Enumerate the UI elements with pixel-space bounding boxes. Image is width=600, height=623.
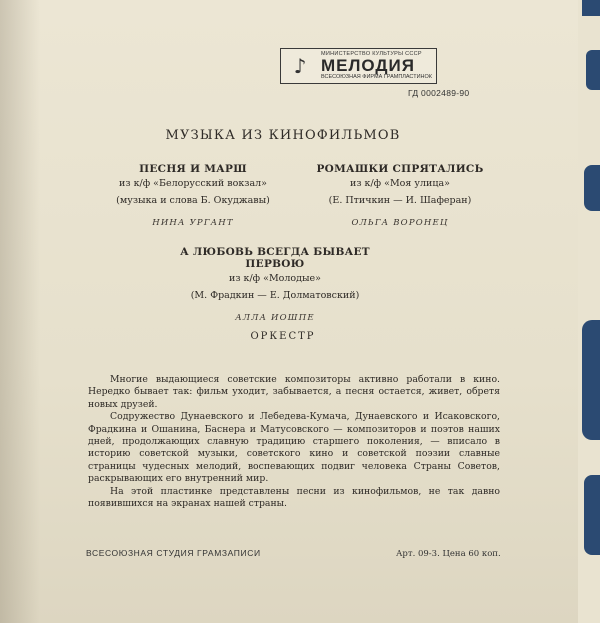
song-title: РОМАШКИ СПРЯТАЛИСЬ	[316, 163, 484, 175]
song-performer: ОЛЬГА ВОРОНЕЦ	[351, 218, 449, 228]
song-title: А ЛЮБОВЬ ВСЕГДА БЫВАЕТ ПЕРВОЮ	[180, 246, 370, 270]
orchestra-label: ОРКЕСТР	[250, 331, 316, 342]
song-film: из к/ф «Моя улица»	[350, 178, 450, 189]
album-title: МУЗЫКА ИЗ КИНОФИЛЬМОВ	[165, 128, 401, 143]
blue-edge-mark	[586, 50, 600, 90]
music-note-icon: ♪	[293, 54, 307, 78]
liner-notes	[88, 374, 500, 510]
blue-edge-mark	[582, 0, 600, 16]
liner-paragraph: На этой пластинке представлены песни из кинофильмов, не так давно появившихся на экранах нашей страны.	[88, 485, 500, 510]
song-film: из к/ф «Белорусский вокзал»	[119, 178, 267, 189]
liner-paragraph: Многие выдающиеся советские композиторы активно работали в кино. Нередко бывает так: фильм уходит, забывается, а песня остается, живет, обретя новых друзей.	[88, 374, 500, 410]
logo-brand: МЕЛОДИЯ	[321, 56, 415, 75]
blue-edge-mark	[584, 475, 600, 555]
song-performer: АЛЛА ИОШПЕ	[235, 313, 315, 323]
studio-name: ВСЕСОЮЗНАЯ СТУДИЯ ГРАМЗАПИСИ	[86, 548, 261, 558]
catalog-number: ГД 0002489-90	[408, 88, 470, 98]
logo-company: ВСЕСОЮЗНАЯ ФИРМА ГРАМПЛАСТИНОК	[321, 74, 432, 80]
price-label: Арт. 09-3. Цена 60 коп.	[396, 549, 501, 559]
blue-edge-mark	[584, 165, 600, 211]
song-authors: (Е. Птичкин — И. Шаферан)	[328, 195, 472, 206]
logo-ministry: МИНИСТЕРСТВО КУЛЬТУРЫ СССР	[321, 51, 422, 57]
liner-paragraph: Содружество Дунаевского и Лебедева-Кумача, Дунаевского и Исаковского, Фрадкина и Ошанина, Баснера и Матусовского — композиторов и поэтов наших дней, продолжающих славную традицию старшего поколения, — вписало в историю советской музыки, советского кино и советской поэзии славные страницы чудесных мелодий, воспевающих подвиг человека Страны Советов, раскрывающих его внутренний мир.	[88, 411, 500, 485]
song-title: ПЕСНЯ И МАРШ	[139, 163, 247, 175]
melodiya-logo	[280, 48, 437, 84]
song-entry	[82, 163, 304, 228]
edge-shadow	[0, 0, 40, 623]
song-authors: (М. Фрадкин — Е. Долматовский)	[190, 290, 360, 301]
song-performer: НИНА УРГАНТ	[152, 218, 234, 228]
song-entry	[150, 246, 400, 323]
song-authors: (музыка и слова Б. Окуджавы)	[116, 195, 270, 206]
blue-edge-mark	[582, 320, 600, 440]
song-entry	[300, 163, 500, 228]
song-film: из к/ф «Молодые»	[229, 273, 321, 284]
